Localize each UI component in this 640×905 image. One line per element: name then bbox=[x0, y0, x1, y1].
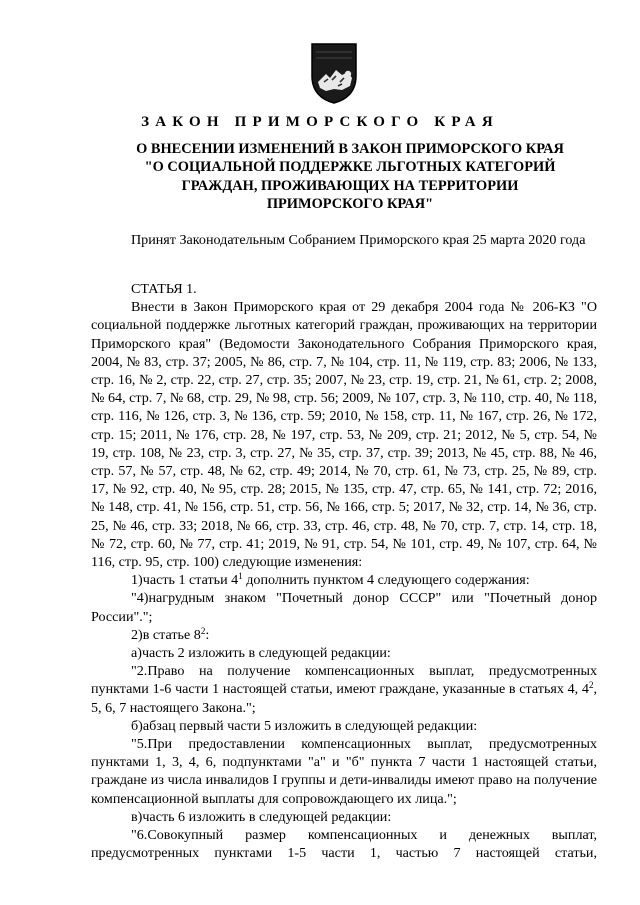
item-2b-quote: "5.При предоставлении компенсационных выплат, предусмотренных пунктами 1, 3, 4, 6, подпунктами "а" и "б" пункта 7 части 1 настоящей статьи, граждане из числа инвалидов I группы и дети-инвалиды имеют право на получение компенсационной выплаты для сопровождающего их лица."; bbox=[91, 736, 597, 807]
article-title: СТАТЬЯ 1. bbox=[131, 281, 197, 297]
law-title: ЗАКОН ПРИМОРСКОГО КРАЯ bbox=[141, 114, 499, 130]
item-2b: б)абзац первый части 5 изложить в следующей редакции: bbox=[131, 717, 478, 734]
heading-line: О ВНЕСЕНИИ ИЗМЕНЕНИЙ В ЗАКОН ПРИМОРСКОГО КРАЯ bbox=[136, 141, 564, 157]
intro-paragraph: Внести в Закон Приморского края от 29 декабря 2004 года № 206-КЗ "О социальной поддержке льготных категорий граждан, проживающих на территории Приморского края" (Ведомости Законодательного Собрания Приморского края, 2004, № 83, стр. 37; 2005, № 86, стр. 7, № 104, стр. 11, № 119, стр. 83; 2006, № 133, стр. 16, № 2, стр. 22, стр. 27, стр. 35; 2007, № 23, стр. 19, стр. 21, № 61, стр. 2; 2008, № 64, стр. 7, № 68, стр. 29, № 98, стр. 56; 2009, № 107, стр. 3, № 110, стр. 40, № 118, стр. 116, № 126, стр. 3, № 136, стр. 59; 2010, № 158, стр. 11, № 167, стр. 26, № 172, стр. 15; 2011, № 176, стр. 28, № 197, стр. 53, № 209, стр. 21; 2012, № 5, стр. 54, № 19, стр. 108, № 23, стр. 3, стр. 27, № 35, стр. 37, стр. 39; 2013, № 45, стр. 88, № 46, стр. 57, № 57, стр. 48, № 62, стр. 49; 2014, № 70, стр. 61, № 73, стр. 25, № 89, стр. 17, № 92, стр. 40, № 95, стр. 28; 2015, № 135, стр. 47, стр. 65, № 141, стр. 72; 2016, № 148, стр. 41, № 156, стр. 51, стр. 56, № 166, стр. 5; 2017, № 32, стр. 14, № 36, стр. 25, № 46, стр. 33; 2018, № 66, стр. 33, стр. 46, стр. 48, № 70, стр. 7, стр. 14, стр. 18, № 72, стр. 60, № 77, стр. 41; 2019, № 91, стр. 54, № 101, стр. 49, № 107, стр. 64, № 116, стр. 95, стр. 100) следующие изменения: bbox=[91, 299, 597, 571]
item-2c-quote: "6.Совокупный размер компенсационных и денежных выплат, предусмотренных пунктами 1-5 части 1, частью 7 настоящей статьи, bbox=[91, 827, 597, 862]
item-1-quote: "4)нагрудным знаком "Почетный донор СССР" или "Почетный донор России"."; bbox=[91, 590, 597, 625]
coat-of-arms-emblem bbox=[308, 42, 360, 104]
adoption-note: Принят Законодательным Собранием Приморского края 25 марта 2020 года bbox=[131, 232, 586, 248]
law-heading bbox=[60, 140, 640, 214]
heading-line: ПРИМОРСКОГО КРАЯ" bbox=[266, 196, 434, 213]
item-2: 2)в статье $8^2$: bbox=[131, 625, 210, 643]
heading-line: ГРАЖДАН, ПРОЖИВАЮЩИХ НА ТЕРРИТОРИИ bbox=[181, 177, 519, 194]
item-2c: в)часть 6 изложить в следующей редакции: bbox=[131, 808, 392, 825]
item-1: 1)часть 1 статьи $4^1$ дополнить пунктом 4 следующего содержания: bbox=[131, 571, 530, 589]
item-2a-quote: "2.Право на получение компенсационных выплат, предусмотренных пунктами 1-6 части 1 настоящей статьи, имеют граждане, указанные в статьях 4, $4^2$, 5, 6, 7 настоящего Закона."; bbox=[91, 663, 597, 716]
item-2a: а)часть 2 изложить в следующей редакции: bbox=[131, 645, 391, 662]
heading-line: "О СОЦИАЛЬНОЙ ПОДДЕРЖКЕ ЛЬГОТНЫХ КАТЕГОРИЙ bbox=[144, 159, 556, 176]
article-body bbox=[91, 280, 597, 863]
